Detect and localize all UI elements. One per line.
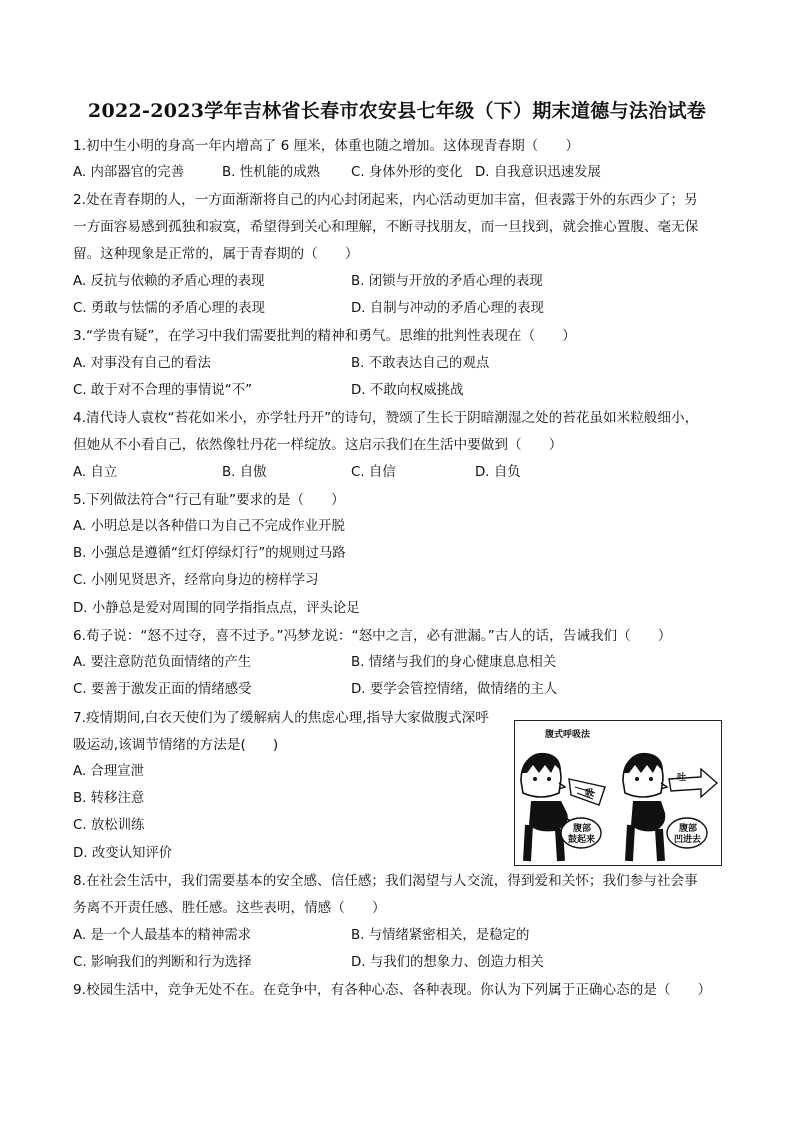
question-3-option-c: C. 敢于对不合理的事情说“不” [73,383,253,398]
question-8-option-d: D. 与我们的想象力、创造力相关 [351,955,544,970]
question-7-option-a: A. 合理宣泄 [73,764,144,779]
question-3-option-b: B. 不敢表达自己的观点 [351,356,490,371]
inhaling-person [521,753,573,861]
question-2-option-a: A. 反抗与依赖的矛盾心理的表现 [73,274,265,289]
question-3-stem: 3.“学贵有疑”，在学习中我们需要批判的精神和勇气。思维的批判性表现在（ ） [73,328,576,344]
question-3-option-a: A. 对事没有自己的看法 [73,356,211,371]
question-7-stem-line-2: 吸运动,该调节情绪的方法是( ) [73,737,279,753]
inhale-label: 吸 [585,789,595,799]
question-6-option-d: D. 要学会管控情绪，做情绪的主人 [351,682,558,697]
abdominal-breathing-figure [514,720,722,866]
question-2-stem-line-3: 留。这种现象是正常的，属于青春期的（ ） [73,246,359,262]
belly-out-label-1: 腹部 [573,824,592,834]
question-2-stem-line-1: 2.处在青春期的人，一方面渐渐将自己的内心封闭起来，内心活动更加丰富，但表露于外的东西少了；另 [73,192,698,208]
question-7-option-c: C. 放松训练 [73,818,145,833]
question-4-stem-line-1: 4.清代诗人袁枚“苔花如米小，亦学牡丹开”的诗句，赞颂了生长于阴暗潮湿之处的苔花虽如米粒般细小， [73,410,699,426]
question-5-option-c: C. 小刚见贤思齐，经常向身边的榜样学习 [73,573,319,588]
belly-out-label-2: 鼓起来 [568,835,596,845]
question-6-stem: 6.荀子说：“怒不过夺，喜不过予。”冯梦龙说：“怒中之言，必有泄漏。”古人的话，告诫我们（ ） [73,628,672,644]
question-7-option-b: B. 转移注意 [73,791,145,806]
question-1-option-c: C. 身体外形的变化 [351,165,463,180]
question-9-stem: 9.校园生活中，竞争无处不在。在竞争中，有各种心态、各种表现。你认为下列属于正确心态的是（ ） [73,982,712,998]
belly-in-label-1: 腹部 [679,824,698,834]
question-8-option-a: A. 是一个人最基本的精神需求 [73,928,252,943]
figure-title: 腹式呼吸法 [545,730,591,740]
question-4-option-a: A. 自立 [73,465,118,480]
exhale-label: 吐 [677,773,687,783]
question-8-stem-line-1: 8.在社会生活中，我们需要基本的安全感、信任感；我们渴望与人交流，得到爱和关怀；我们参与社会事 [73,873,698,889]
question-7-stem-line-1: 7.疫情期间,白衣天使们为了缓解病人的焦虑心理,指导大家做腹式深呼 [73,710,489,726]
exhaling-person [623,753,667,861]
question-5-stem: 5.下列做法符合“行己有耻”要求的是（ ） [73,492,345,508]
question-1-stem: 1.初中生小明的身高一年内增高了 6 厘米，体重也随之增加。这体现青春期（ ） [73,138,580,154]
question-2-option-b: B. 闭锁与开放的矛盾心理的表现 [351,274,543,289]
question-4-stem-line-2: 但她从不小看自己，依然像牡丹花一样绽放。这启示我们在生活中要做到（ ） [73,437,563,453]
question-2-stem-line-2: 一方面容易感到孤独和寂寞，希望得到关心和理解，不断寻找朋友，而一旦找到，就会推心置腹、毫无保 [73,219,699,235]
question-4-option-d: D. 自负 [475,465,521,480]
exam-title: 2022-2023学年吉林省长春市农安县七年级（下）期末道德与法治试卷 [87,100,707,122]
question-1-option-d: D. 自我意识迅速发展 [475,165,601,180]
question-7-option-d: D. 改变认知评价 [73,846,173,861]
question-1-option-b: B. 性机能的成熟 [222,165,321,180]
question-8-option-c: C. 影响我们的判断和行为选择 [73,955,252,970]
question-8-option-b: B. 与情绪紧密相关，是稳定的 [351,928,530,943]
question-8-stem-line-2: 务离不开责任感、胜任感。这些表明，情感（ ） [73,900,386,916]
question-1-option-a: A. 内部器官的完善 [73,165,185,180]
question-5-option-b: B. 小强总是遵循“红灯停绿灯行”的规则过马路 [73,546,346,561]
question-6-option-a: A. 要注意防范负面情绪的产生 [73,655,252,670]
question-5-option-a: A. 小明总是以各种借口为自己不完成作业开脱 [73,519,345,534]
question-4-option-c: C. 自信 [351,465,396,480]
belly-in-label-2: 凹进去 [674,835,702,845]
question-6-option-b: B. 情绪与我们的身心健康息息相关 [351,655,557,670]
question-6-option-c: C. 要善于激发正面的情绪感受 [73,682,252,697]
question-2-option-c: C. 勇敢与怯懦的矛盾心理的表现 [73,301,265,316]
question-2-option-d: D. 自制与冲动的矛盾心理的表现 [351,301,544,316]
question-3-option-d: D. 不敢向权威挑战 [351,383,464,398]
question-4-option-b: B. 自傲 [222,465,267,480]
question-5-option-d: D. 小静总是爱对周围的同学指指点点，评头论足 [73,601,360,616]
